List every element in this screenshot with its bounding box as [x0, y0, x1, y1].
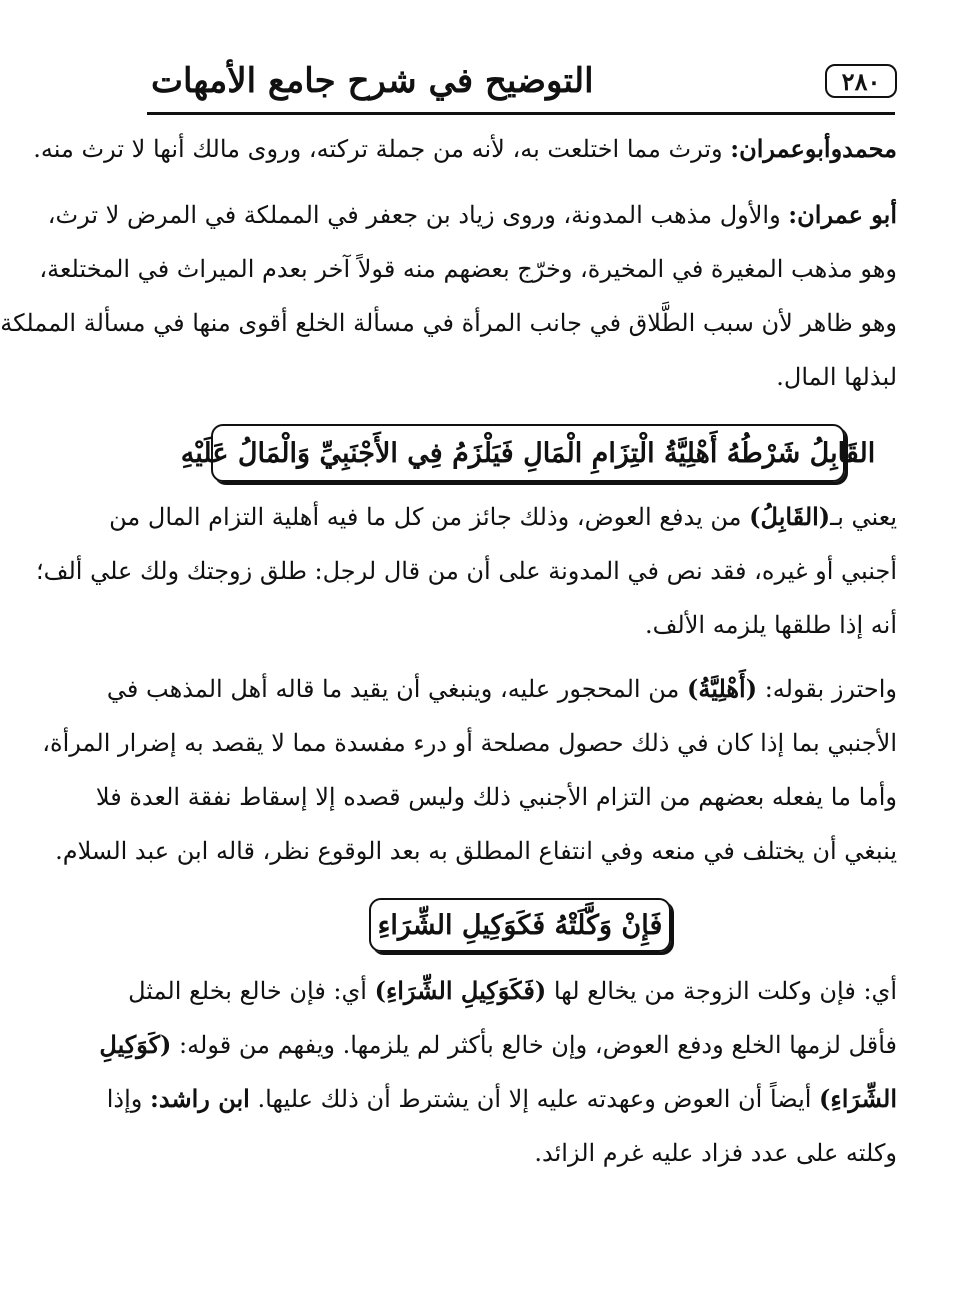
author-label: أبو عمران:	[788, 200, 897, 229]
author-label: ابن راشد:	[150, 1084, 250, 1113]
text-run: من يدفع العوض، وذلك جائز من كل ما فيه أهلية التزام المال من	[109, 503, 750, 531]
text-run: أيضاً أن العوض وعهدته عليه إلا أن يشترط أن ذلك عليها.	[249, 1085, 820, 1113]
paragraph-ahliyya	[42, 662, 897, 878]
page-header	[147, 58, 897, 108]
text-run: أي: فإن خالع بخلع المثل	[128, 977, 375, 1005]
header-rule	[147, 112, 895, 115]
text-line: وهو ظاهر لأن سبب الطَّلاق في جانب المرأة في مسألة الخلع أقوى منها في مسألة المملكة	[0, 309, 897, 337]
book-title: التوضيح في شرح جامع الأمهات	[151, 61, 594, 101]
text-line: ينبغي أن يختلف في منعه وفي انتفاع المطلق به بعد الوقوع نظر، قاله ابن عبد السلام.	[55, 837, 897, 865]
text-run: وإذا	[106, 1085, 151, 1113]
text-line	[99, 1018, 897, 1072]
text-line: وكلته على عدد فزاد عليه غرم الزائد.	[534, 1139, 897, 1167]
quoted-term: (كَوَكِيلِ	[99, 1030, 172, 1059]
text-run: فأقل لزمها الخلع ودفع العوض، وإن خالع بأكثر لم يلزمها. ويفهم من قوله:	[171, 1031, 897, 1059]
text-line: أجنبي أو غيره، فقد نص في المدونة على أن من قال لرجل: طلق زوجتك ولك علي ألف؛	[36, 557, 897, 585]
paragraph-wakil	[99, 964, 897, 1180]
text-line	[106, 662, 897, 716]
quoted-term: (أَهْلِيَّةُ)	[686, 674, 758, 703]
text-line: وأما ما يفعله بعضهم من التزام الأجنبي ذلك وليس قصده إلا إسقاط نفقة العدة فلا	[95, 783, 897, 811]
text-line: لبذلها المال.	[776, 363, 897, 391]
text-run: وترث مما اختلعت به، لأنه من جملة تركته، وروى مالك أنها لا ترث منه.	[33, 135, 731, 163]
text-line	[106, 1072, 897, 1126]
paragraph-al-qabil	[36, 490, 897, 652]
text-run: أي: فإن وكلت الزوجة من يخالع لها	[546, 977, 897, 1005]
page-number: ٢٨٠	[825, 64, 897, 98]
quoted-term: (فَكَوَكِيلِ الشِّرَاءِ)	[374, 976, 547, 1005]
matn-box: فَإِنْ وَكَّلَتْهُ فَكَوَكِيلِ الشِّرَاءِ	[369, 898, 671, 952]
text-line	[33, 122, 897, 176]
text-run: يعني بـ	[830, 503, 897, 531]
text-line	[128, 964, 897, 1018]
paragraph-abu-imran	[0, 188, 897, 404]
text-line: وهو مذهب المغيرة في المخيرة، وخرّج بعضهم منه قولاً آخر بعدم الميراث في المختلعة،	[39, 255, 897, 283]
text-line	[47, 188, 897, 242]
paragraph-muhammad-abu-imran	[33, 122, 897, 176]
text-run: والأول مذهب المدونة، وروى زياد بن جعفر في المملكة في المرض لا ترث،	[47, 201, 789, 229]
text-run: من المحجور عليه، وينبغي أن يقيد ما قاله أهل المذهب في	[106, 675, 687, 703]
matn-box: القَابِلُ شَرْطُهُ أَهْلِيَّةُ الْتِزَامِ الْمَالِ فَيَلْزَمُ فِي الأَجْنَبِيِّ وَالْمَالُ عَلَيْهِ	[211, 424, 845, 482]
author-label: محمدوأبوعمران:	[730, 134, 897, 163]
quoted-term: الشِّرَاءِ)	[819, 1084, 897, 1113]
text-line: الأجنبي بما إذا كان في ذلك حصول مصلحة أو درء مفسدة مما لا يقصد به إضرار المرأة،	[42, 729, 897, 757]
text-run: واحترز بقوله:	[757, 675, 897, 703]
text-line: أنه إذا طلقها يلزمه الألف.	[644, 611, 897, 639]
text-line	[109, 490, 897, 544]
quoted-term: (القَابِلُ)	[749, 502, 831, 531]
